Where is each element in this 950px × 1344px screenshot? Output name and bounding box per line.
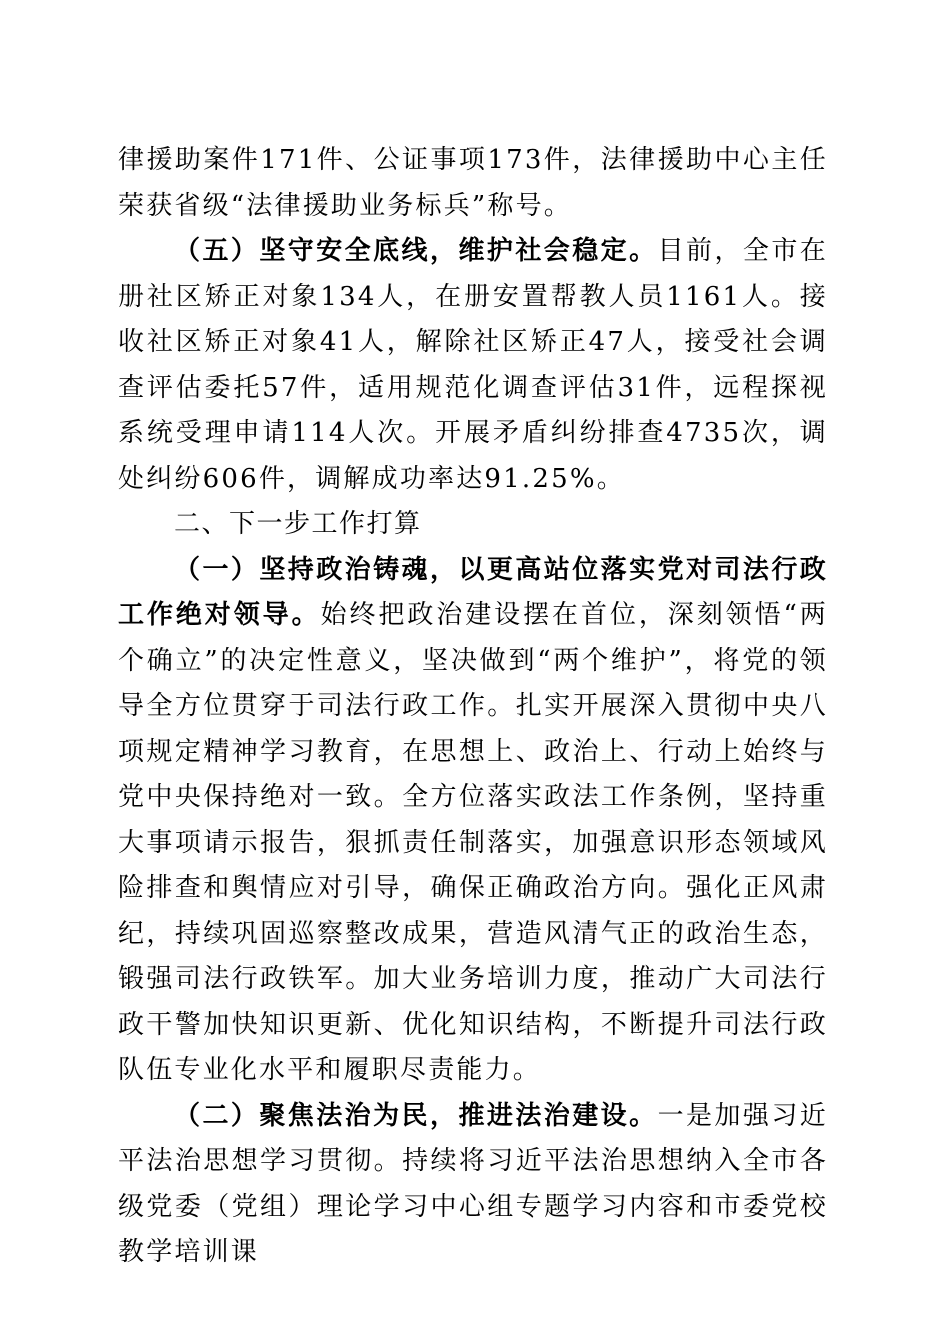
paragraph-text: 始终把政治建设摆在首位，深刻领悟“两个确立”的决定性意义，坚决做到“两个维护”，将党的领导全方位贯穿于司法行政工作。扎实开展深入贯彻中央八项规定精神学习教育，在思想上、政治上、行动上始终与党中央保持绝对一致。全方位落实政法工作条例，坚持重大事项请示报告，狠抓责任制落实，加强意识形态领域风险排查和舆情应对引导，确保正确政治方向。强化正风肃纪，持续巩固巡察整改成果，营造风清气正的政治生态，锻强司法行政铁军。加大业务培训力度，推动广大司法行政干警加快知识更新、优化知识结构，不断提升司法行政队伍专业化水平和履职尽责能力。 xyxy=(118,600,828,1085)
paragraph-item-one xyxy=(118,548,828,1094)
paragraph-lead: （五）坚守安全底线，维护社会稳定。 xyxy=(174,236,658,266)
paragraph-section-five xyxy=(118,229,828,502)
heading-text: 二、下一步工作打算 xyxy=(174,509,422,539)
section-heading-next-steps xyxy=(118,502,828,548)
paragraph-text: 一是加强习近平法治思想学习贯彻。持续将习近平法治思想纳入全市各级党委（党组）理论学习中心组专题学习内容和市委党校教学培训课 xyxy=(118,1100,829,1267)
paragraph-text: 目前，全市在册社区矫正对象134人，在册安置帮教人员1161人。接收社区矫正对象41人，解除社区矫正47人，接受社会调查评估委托57件，适用规范化调查评估31件，远程探视系统受理申请114人次。开展矛盾纠纷排查4735次，调处纠纷606件，调解成功率达91.25%。 xyxy=(118,236,829,494)
paragraph-lead: （二）聚焦法治为民，推进法治建设。 xyxy=(174,1100,658,1131)
paragraph-text: 律援助案件171件、公证事项173件，法律援助中心主任荣获省级“法律援助业务标兵”称号。 xyxy=(118,145,828,221)
paragraph-item-two xyxy=(118,1094,828,1276)
paragraph-legal-aid-continuation xyxy=(118,138,828,229)
document-body xyxy=(118,138,828,1276)
paragraph-lead: （一）坚持政治铸魂，以更高站位落实党对司法行政工作绝对领导。 xyxy=(118,554,828,630)
